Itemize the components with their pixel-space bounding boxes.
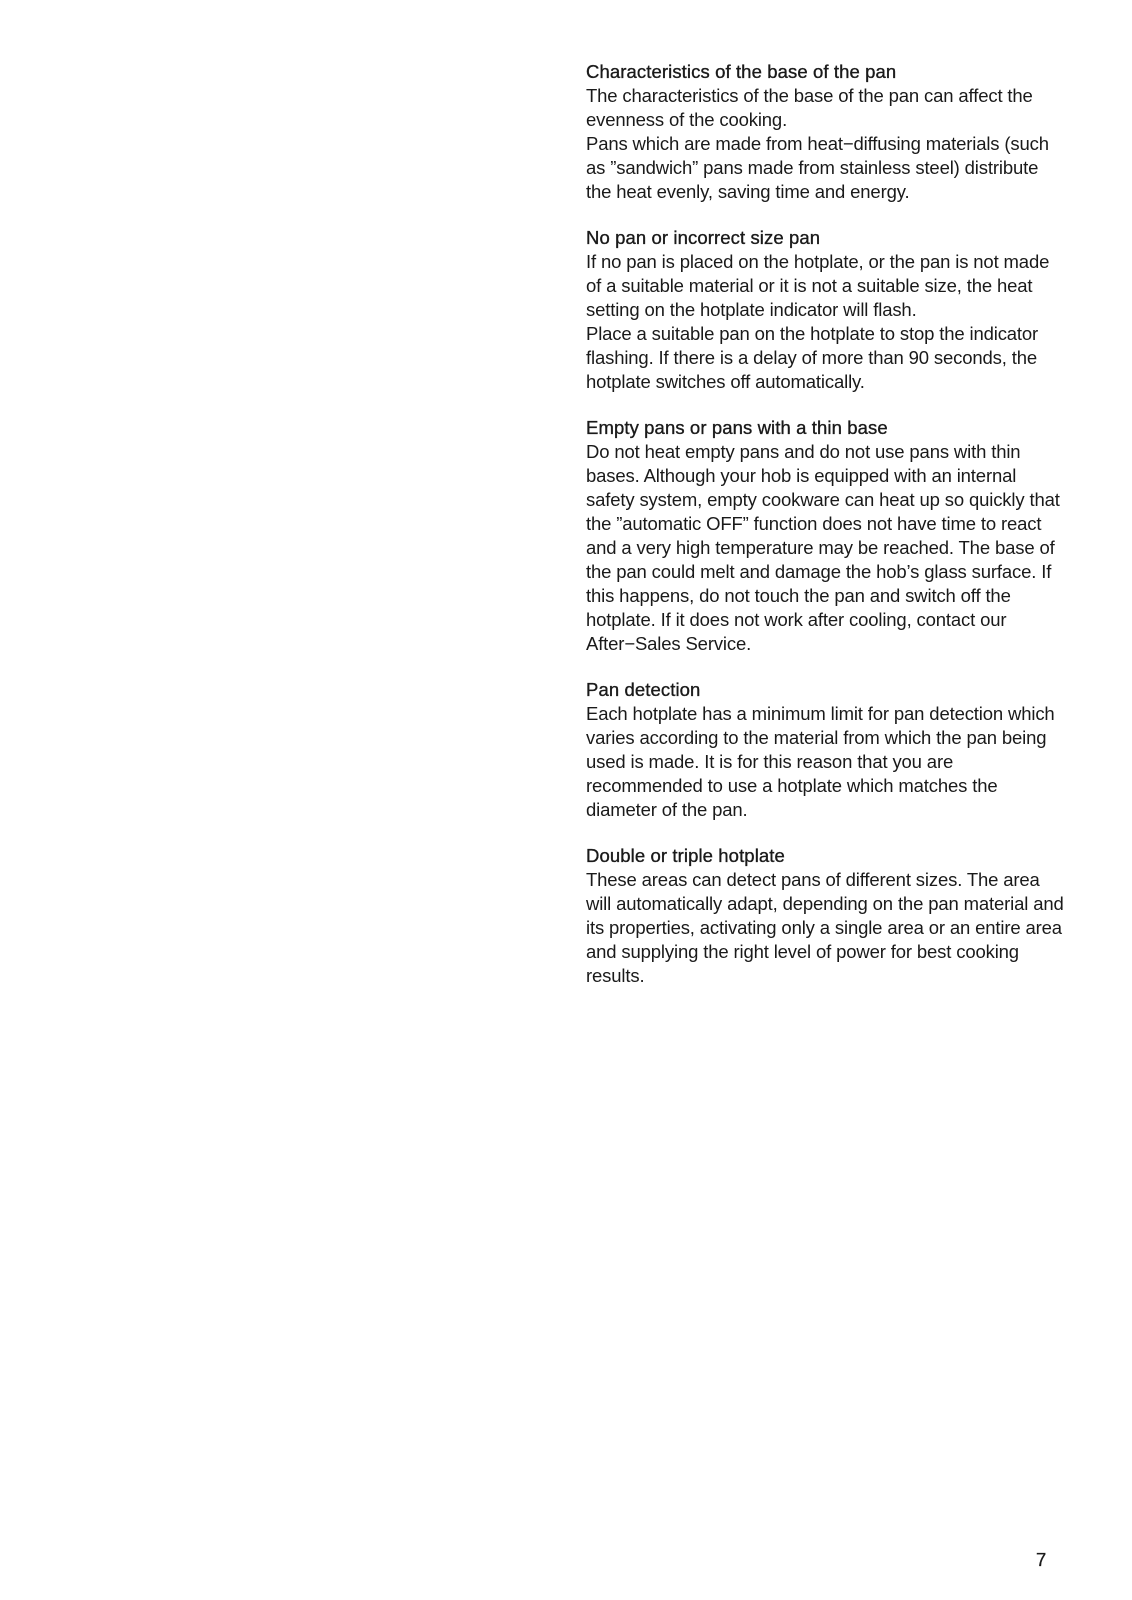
paragraph: Each hotplate has a minimum limit for pan detection which varies according to the material from which the pan being used is made. It is for this reason that you are recommended to use a hotplate which matches the diameter of the pan.	[586, 703, 1055, 820]
section-pan-detection	[586, 678, 1066, 822]
section-title: Pan detection	[586, 679, 701, 700]
paragraph: Do not heat empty pans and do not use pans with thin bases. Although your hob is equipped with an internal safety system, empty cookware can heat up so quickly that the ”automatic OFF” function does not have time to react and a very high temperature may be reached. The base of the pan could melt and damage the hob’s glass surface. If this happens, do not touch the pan and switch off the hotplate. If it does not work after cooling, contact our After−Sales Service.	[586, 441, 1060, 654]
paragraph: If no pan is placed on the hotplate, or the pan is not made of a suitable material or it is not a suitable size, the heat setting on the hotplate indicator will flash.	[586, 251, 1050, 320]
section-title: Characteristics of the base of the pan	[586, 61, 897, 82]
document-body	[586, 60, 1066, 1010]
section-double-triple-hotplate	[586, 844, 1066, 988]
paragraph: The characteristics of the base of the pan can affect the evenness of the cooking.	[586, 85, 1033, 130]
page-number: 7	[1036, 1549, 1047, 1570]
section-no-pan	[586, 226, 1066, 394]
section-title: Empty pans or pans with a thin base	[586, 417, 888, 438]
paragraph: Pans which are made from heat−diffusing materials (such as ”sandwich” pans made from stainless steel) distribute the heat evenly, saving time and energy.	[586, 133, 1049, 202]
section-pan-base	[586, 60, 1066, 204]
section-empty-pans	[586, 416, 1066, 656]
section-title: Double or triple hotplate	[586, 845, 785, 866]
section-title: No pan or incorrect size pan	[586, 227, 821, 248]
paragraph: These areas can detect pans of different sizes. The area will automatically adapt, depending on the pan material and its properties, activating only a single area or an entire area and supplying the right level of power for best cooking results.	[586, 869, 1064, 986]
paragraph: Place a suitable pan on the hotplate to stop the indicator flashing. If there is a delay of more than 90 seconds, the hotplate switches off automatically.	[586, 323, 1039, 392]
